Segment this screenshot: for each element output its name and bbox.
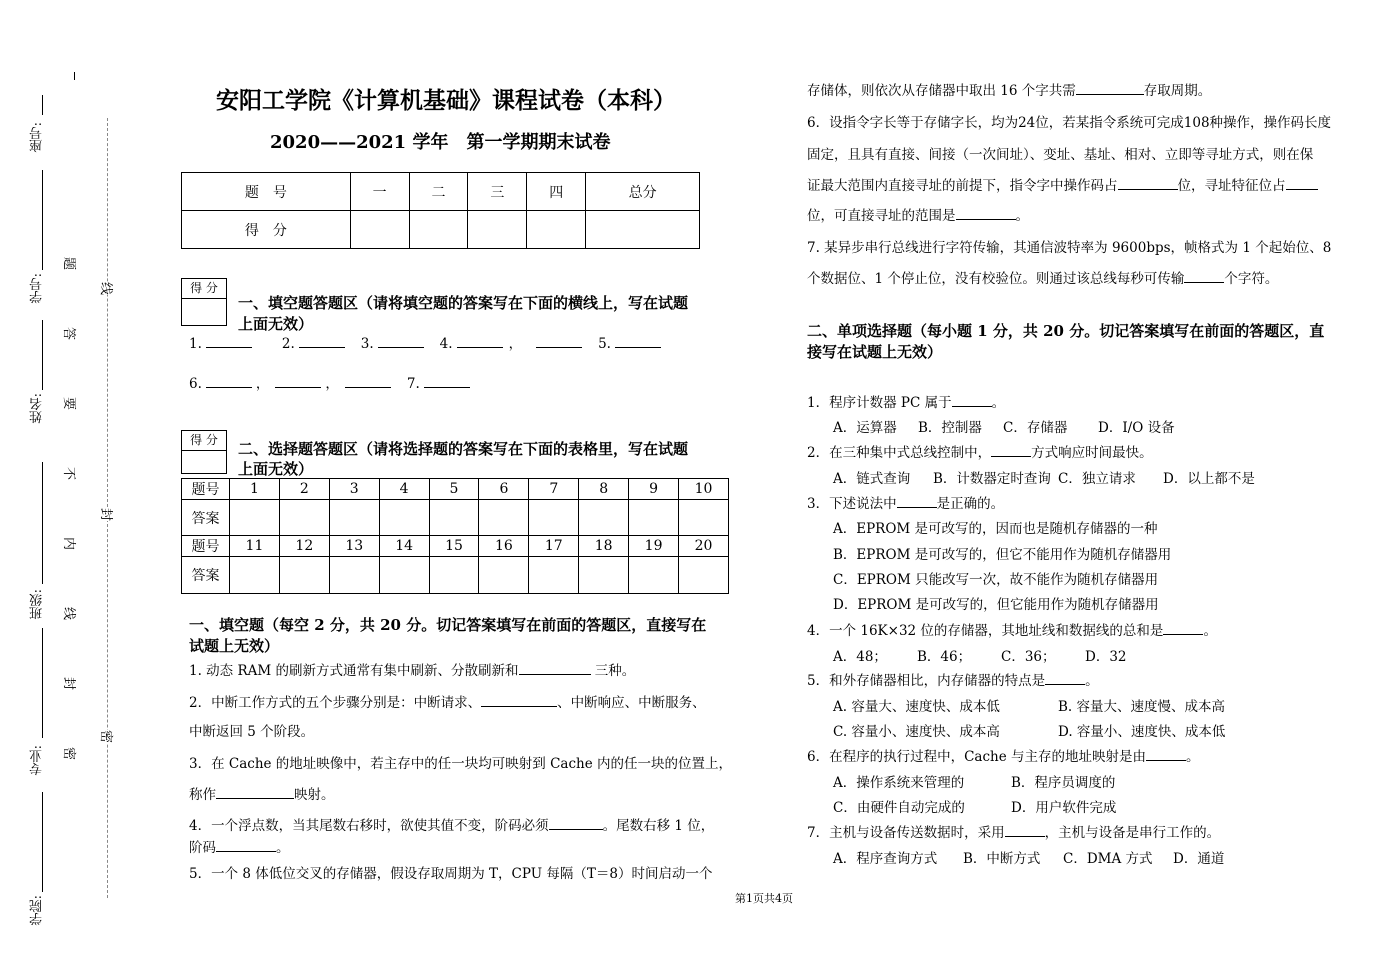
question-number: 9 xyxy=(629,479,679,500)
answer-cell[interactable] xyxy=(329,500,379,536)
seat-number-field[interactable] xyxy=(42,170,43,270)
question-line: 6．设指令字长等于存储字长，均为24位，若某指令系统可完成108种操作，操作码长度 xyxy=(807,115,1332,131)
question-text: 2．在三种集中式总线控制中， xyxy=(807,445,992,461)
score-header: 一 xyxy=(350,173,409,211)
question-text: 1．程序计数器 PC 属于 xyxy=(807,395,952,411)
question-line: 3．在 Cache 的地址映像中，若主存中的任一块均可映射到 Cache 内的任一块的位置上， xyxy=(189,756,732,772)
question-text: 3．下述说法中 xyxy=(807,496,897,512)
question-number: 4 xyxy=(379,479,429,500)
name-label: 姓名: xyxy=(30,393,45,424)
answer-blank[interactable] xyxy=(1076,82,1144,95)
question-number: 6 xyxy=(479,479,529,500)
option: A．程序查询方式 xyxy=(833,851,938,867)
student-id-field[interactable] xyxy=(42,320,43,390)
question-line: 7. 某异步串行总线进行字符传输，其通信波特率为 9600bps，帧格式为 1 个起始位、8 xyxy=(807,240,1332,256)
answer-blank[interactable] xyxy=(1184,270,1224,283)
option: B．控制器 xyxy=(918,420,982,436)
answer-blank[interactable] xyxy=(275,375,321,388)
warning-char: 题 xyxy=(61,256,77,271)
answer-blank[interactable] xyxy=(952,394,992,407)
question-text: 6．在程序的执行过程中，Cache 与主存的地址映射是由 xyxy=(807,749,1147,765)
option: D．用户软件完成 xyxy=(1011,800,1117,816)
answer-blank[interactable] xyxy=(1118,177,1178,190)
answer-cell[interactable] xyxy=(279,500,329,536)
score-cell[interactable] xyxy=(409,211,468,249)
question-number: 1 xyxy=(230,479,280,500)
section-heading: 一、填空题答题区（请将填空题的答案写在下面的横线上，写在试题 xyxy=(238,294,689,312)
score-box-label: 得 分 xyxy=(182,279,226,299)
question-text: ，主机与设备是串行工作的。 xyxy=(1044,825,1221,841)
answer-cell[interactable] xyxy=(679,557,729,594)
answer-cell[interactable] xyxy=(579,557,629,594)
question-text: 。 xyxy=(1186,749,1200,765)
option: B．程序员调度的 xyxy=(1011,775,1116,791)
question-number: 13 xyxy=(329,536,379,557)
question-line: 2．中断工作方式的五个步骤分别是：中断请求、 、中断响应、中断服务、 xyxy=(189,695,706,711)
question-number-label: 题号 xyxy=(182,536,230,557)
option: A. 容量大、速度快、成本低 xyxy=(833,699,1000,715)
question-line: 1. 动态 RAM 的刷新方式通常有集中刷新、分散刷新和 三种。 xyxy=(189,663,636,679)
answer-blank[interactable] xyxy=(345,375,391,388)
warning-char: 内 xyxy=(61,536,77,551)
score-header: 二 xyxy=(409,173,468,211)
answer-blank[interactable] xyxy=(991,444,1031,457)
score-header: 题 号 xyxy=(182,173,351,211)
option: C．独立请求 xyxy=(1058,471,1136,487)
answer-blank[interactable] xyxy=(956,207,1016,220)
section-heading: 二、选择题答题区（请将选择题的答案写在下面的表格里，写在试题 xyxy=(238,440,689,458)
major-label: 专业: xyxy=(30,745,45,776)
option: C．DMA 方式 xyxy=(1063,851,1153,867)
exam-subtitle: 2020——2021 学年 第一学期期末试卷 xyxy=(270,132,611,153)
choice-question xyxy=(807,824,1220,842)
answer-blank[interactable] xyxy=(1045,672,1085,685)
question-text: 4．一个 16K×32 位的存储器，其地址线和数据线的总和是 xyxy=(807,623,1164,639)
section-heading: 一、填空题（每空 2 分，共 20 分。切记答案填写在前面的答题区，直接写在 xyxy=(189,616,707,634)
section-heading: 接写在试题上无效） xyxy=(807,343,943,361)
answer-label: 答案 xyxy=(182,500,230,536)
score-header: 三 xyxy=(468,173,527,211)
option: D．32 xyxy=(1085,649,1127,665)
answer-cell[interactable] xyxy=(479,557,529,594)
question-number: 3 xyxy=(329,479,379,500)
choice-options xyxy=(833,596,1159,614)
warning-char: 密 xyxy=(61,746,77,761)
choice-question xyxy=(807,672,1099,690)
class-field[interactable] xyxy=(42,628,43,738)
section-heading: 上面无效） xyxy=(238,315,314,333)
answer-cell[interactable] xyxy=(629,500,679,536)
page-number: 第1页共4页 xyxy=(735,892,793,905)
answer-cell[interactable] xyxy=(629,557,679,594)
question-number: 11 xyxy=(230,536,280,557)
question-number: 7 xyxy=(529,479,579,500)
question-line: 阶码 。 xyxy=(189,840,290,856)
score-table xyxy=(181,172,700,249)
option: D．通道 xyxy=(1173,851,1225,867)
option: B．计数器定时查询 xyxy=(933,471,1051,487)
question-line: 称作 映射。 xyxy=(189,787,335,803)
question-number: 14 xyxy=(379,536,429,557)
class-label: 班级: xyxy=(30,589,45,620)
answer-blank[interactable] xyxy=(424,375,470,388)
question-number-label: 题号 xyxy=(182,479,230,500)
question-line: 4．一个浮点数，当其尾数右移时，欲使其值不变，阶码必须 。尾数右移 1 位， xyxy=(189,818,715,834)
question-line: 中断返回 5 个阶段。 xyxy=(189,724,315,740)
answer-cell[interactable] xyxy=(279,557,329,594)
score-cell[interactable] xyxy=(468,211,527,249)
option: C．36； xyxy=(1001,649,1056,665)
answer-cell[interactable] xyxy=(429,557,479,594)
answer-cell[interactable] xyxy=(329,557,379,594)
question-number: 5 xyxy=(429,479,479,500)
question-number: 19 xyxy=(629,536,679,557)
fill-answer-line-2: 6. ， ， 7. xyxy=(189,375,470,393)
name-field[interactable] xyxy=(42,462,43,584)
college-label: 学院: xyxy=(30,895,45,926)
answer-cell[interactable] xyxy=(479,500,529,536)
option: A．EPROM 是可改写的，因而也是随机存储器的一种 xyxy=(833,521,1158,537)
answer-cell[interactable] xyxy=(230,500,280,536)
score-box xyxy=(181,278,227,326)
answer-blank[interactable] xyxy=(299,335,345,348)
answer-blank[interactable] xyxy=(536,335,582,348)
question-text: 5．和外存储器相比，内存储器的特点是 xyxy=(807,673,1046,689)
question-number: 15 xyxy=(429,536,479,557)
option: B．中断方式 xyxy=(963,851,1041,867)
student-id-label: 学号: xyxy=(30,273,45,304)
option: C. 容量小、速度快、成本高 xyxy=(833,724,1000,740)
question-text: 。 xyxy=(991,395,1006,411)
warning-char: 线 xyxy=(61,606,77,621)
question-line: 位，可直接寻址的范围是 。 xyxy=(807,208,1029,224)
answer-blank[interactable] xyxy=(216,839,276,852)
score-header: 总分 xyxy=(586,173,700,211)
warning-char: 要 xyxy=(61,396,77,411)
question-text: 是正确的。 xyxy=(936,496,1005,512)
tick-mark xyxy=(74,72,75,80)
question-number: 8 xyxy=(579,479,629,500)
answer-blank[interactable] xyxy=(549,817,603,830)
option: A．运算器 xyxy=(833,420,897,436)
score-cell[interactable] xyxy=(586,211,700,249)
section-heading: 试题上无效） xyxy=(189,637,280,655)
option: A．链式查询 xyxy=(833,471,911,487)
question-line: 个数据位、1 个停止位，没有校验位。则通过该总线每秒可传输 个字符。 xyxy=(807,271,1279,287)
warning-char: 不 xyxy=(61,466,77,481)
question-number: 2 xyxy=(279,479,329,500)
section-heading: 二、单项选择题（每小题 1 分，共 20 分。切记答案填写在前面的答题区，直 xyxy=(807,322,1325,340)
seat-number-label: 座号: xyxy=(30,122,45,153)
question-number: 20 xyxy=(679,536,729,557)
answer-blank[interactable] xyxy=(897,495,937,508)
answer-cell[interactable] xyxy=(379,557,429,594)
option: D．以上都不是 xyxy=(1163,471,1255,487)
question-text: 。 xyxy=(1085,673,1099,689)
option: D. 容量小、速度快、成本低 xyxy=(1058,724,1226,740)
answer-cell[interactable] xyxy=(529,557,579,594)
warning-char: 答 xyxy=(61,326,77,341)
score-label: 得 分 xyxy=(182,211,351,249)
answer-blank[interactable] xyxy=(457,335,503,348)
question-number: 17 xyxy=(529,536,579,557)
section-heading: 上面无效） xyxy=(238,460,314,478)
choice-question xyxy=(807,444,1153,462)
choice-question xyxy=(807,394,1005,412)
answer-blank[interactable] xyxy=(519,662,591,675)
answer-label: 答案 xyxy=(182,557,230,594)
option: B．46； xyxy=(917,649,972,665)
choice-question xyxy=(807,622,1217,640)
score-box xyxy=(181,430,227,474)
answer-cell[interactable] xyxy=(579,500,629,536)
answer-blank[interactable] xyxy=(1163,622,1203,635)
answer-blank[interactable] xyxy=(206,335,252,348)
option: B. 容量大、速度慢、成本高 xyxy=(1058,699,1226,715)
answer-cell[interactable] xyxy=(230,557,280,594)
question-number: 16 xyxy=(479,536,529,557)
answer-blank[interactable] xyxy=(1286,177,1318,190)
question-line: 存储体，则依次从存储器中取出 16 个字共需 存取周期。 xyxy=(807,83,1212,99)
score-cell[interactable] xyxy=(527,211,586,249)
option: D．I/O 设备 xyxy=(1098,420,1175,436)
seal-char: 线 xyxy=(98,282,117,295)
question-text: 方式响应时间最快。 xyxy=(1031,445,1153,461)
option: D．EPROM 是可改写的，但它能用作为随机存储器用 xyxy=(833,597,1159,613)
fill-answer-line-1: 1. 2. 3. 4. ， 5. xyxy=(189,335,661,353)
major-field[interactable] xyxy=(42,792,43,892)
choice-options xyxy=(833,546,1171,564)
seal-char: 密 xyxy=(98,730,117,743)
seal-char: 封 xyxy=(98,508,117,521)
question-number: 10 xyxy=(679,479,729,500)
answer-blank[interactable] xyxy=(1005,824,1045,837)
answer-blank[interactable] xyxy=(481,694,557,707)
choice-answer-table xyxy=(181,478,729,594)
question-number: 12 xyxy=(279,536,329,557)
field-line xyxy=(42,95,43,115)
choice-question xyxy=(807,495,1004,513)
answer-cell[interactable] xyxy=(679,500,729,536)
answer-cell[interactable] xyxy=(379,500,429,536)
answer-cell[interactable] xyxy=(529,500,579,536)
score-box-label: 得 分 xyxy=(182,431,226,451)
option: B．EPROM 是可改写的，但它不能用作为随机存储器用 xyxy=(833,547,1172,563)
question-line: 5．一个 8 体低位交叉的存储器，假设存取周期为 T，CPU 每隔（T＝8）时间启动一个 xyxy=(189,866,713,882)
option: A．48； xyxy=(833,649,887,665)
option: C．EPROM 只能改写一次，故不能作为随机存储器用 xyxy=(833,572,1159,588)
exam-title: 安阳工学院《计算机基础》课程试卷（本科） xyxy=(216,87,676,114)
answer-blank[interactable] xyxy=(615,335,661,348)
answer-cell[interactable] xyxy=(429,500,479,536)
option: C．存储器 xyxy=(1003,420,1068,436)
question-line: 证最大范围内直接寻址的前提下，指令字中操作码占 位，寻址特征位占 xyxy=(807,177,1318,195)
answer-blank[interactable] xyxy=(378,335,424,348)
question-text: 7．主机与设备传送数据时，采用 xyxy=(807,825,1005,841)
answer-blank[interactable] xyxy=(1146,748,1186,761)
score-cell[interactable] xyxy=(350,211,409,249)
question-number: 18 xyxy=(579,536,629,557)
option: C．由硬件自动完成的 xyxy=(833,800,965,816)
answer-blank[interactable] xyxy=(206,375,252,388)
warning-char: 封 xyxy=(61,676,77,691)
choice-options xyxy=(833,520,1158,538)
answer-blank[interactable] xyxy=(216,786,294,799)
option: A．操作系统来管理的 xyxy=(833,775,965,791)
choice-question xyxy=(807,748,1200,766)
choice-options xyxy=(833,571,1158,589)
question-line: 固定，且具有直接、间接（一次间址）、变址、基址、相对、立即等寻址方式，则在保 xyxy=(807,147,1314,163)
score-header: 四 xyxy=(527,173,586,211)
question-text: 。 xyxy=(1203,623,1217,639)
